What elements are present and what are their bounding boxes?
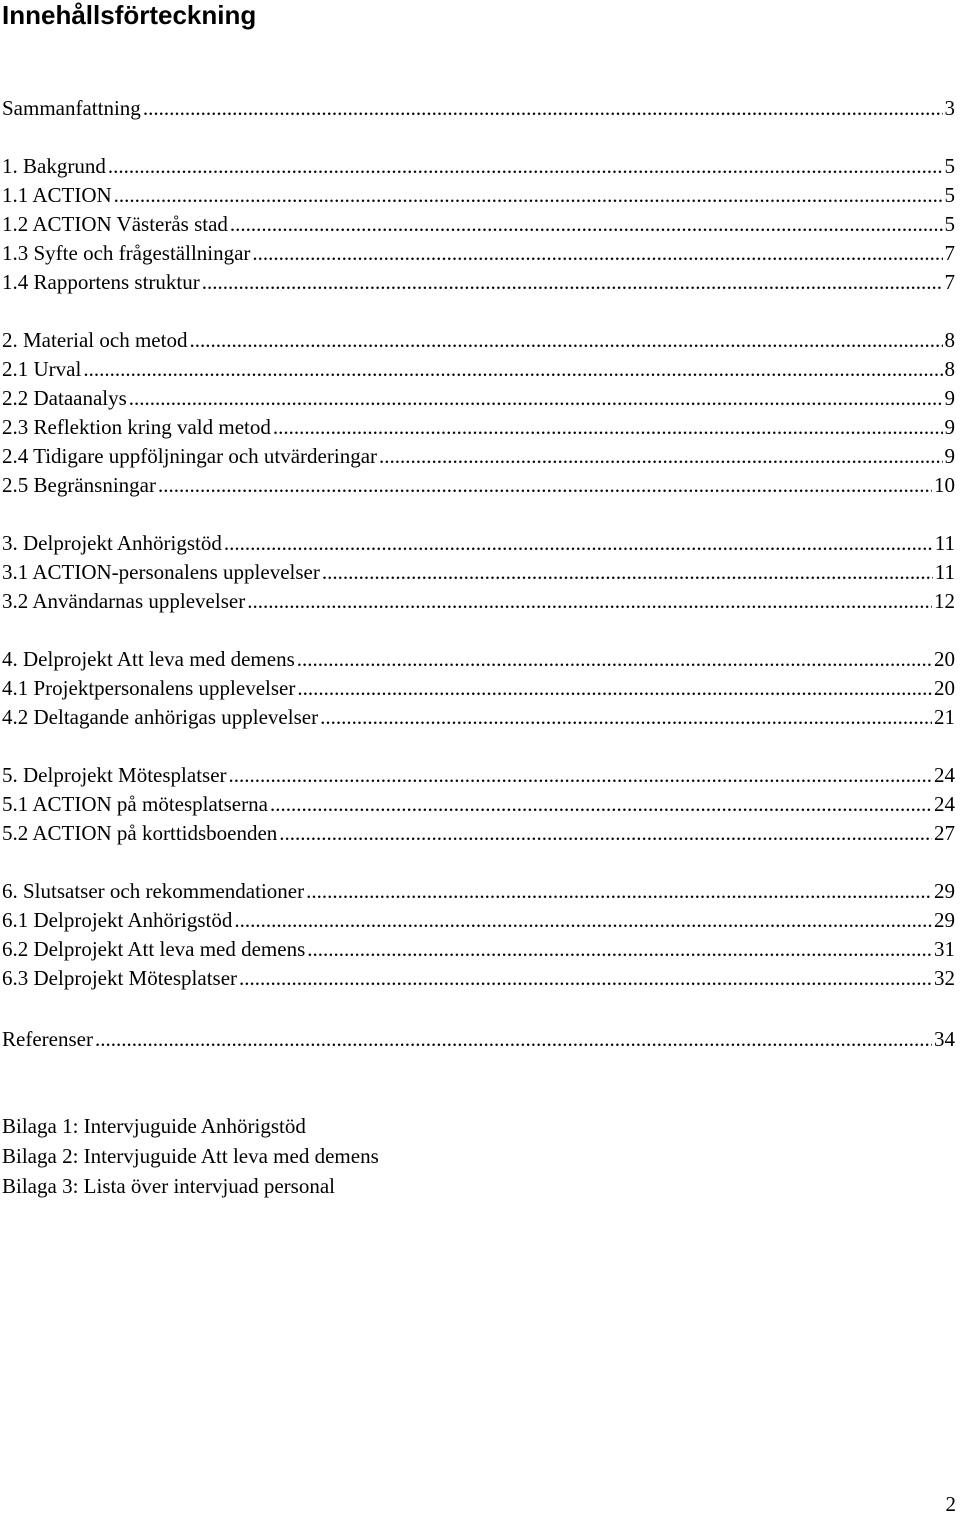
appendix-3: Bilaga 3: Lista över intervjuad personal	[2, 1174, 335, 1198]
toc-entry-label: 4.1 Projektpersonalens upplevelser	[2, 676, 296, 700]
toc-entry-label: 5.1 ACTION på mötesplatserna	[2, 792, 268, 816]
toc-entry-2-1[interactable]	[2, 355, 955, 383]
toc-entry-1-2[interactable]	[2, 210, 955, 238]
toc-entry-label: 5. Delprojekt Mötesplatser	[2, 763, 227, 787]
toc-entry-page: 20	[934, 676, 955, 700]
dot-leader	[189, 326, 942, 354]
toc-entry-6-1[interactable]	[2, 906, 955, 934]
toc-entry-6-3[interactable]	[2, 964, 955, 992]
dot-leader	[224, 529, 933, 557]
toc-entry-page: 7	[944, 241, 955, 265]
toc-entry-1-1[interactable]	[2, 181, 955, 209]
toc-entry-page: 21	[934, 705, 955, 729]
dot-leader	[234, 906, 932, 934]
dot-leader	[202, 268, 943, 296]
toc-entry-referenser[interactable]	[2, 1025, 955, 1053]
toc-entry-page: 31	[934, 937, 955, 961]
toc-entry-label: 1.1 ACTION	[2, 183, 112, 207]
toc-entry-label: 4.2 Deltagande anhörigas upplevelser	[2, 705, 319, 729]
dot-leader	[95, 1025, 932, 1053]
toc-entry-page: 5	[944, 183, 955, 207]
dot-leader	[239, 964, 932, 992]
toc-entry-page: 10	[934, 473, 955, 497]
toc-entry-page: 5	[944, 212, 955, 236]
dot-leader	[306, 877, 932, 905]
toc-entry-label: 1.2 ACTION Västerås stad	[2, 212, 228, 236]
toc-entry-page: 5	[944, 154, 955, 178]
toc-entry-page: 3	[944, 96, 955, 120]
dot-leader	[83, 355, 942, 383]
toc-entry-label: Sammanfattning	[2, 96, 141, 120]
dot-leader	[270, 790, 932, 818]
dot-leader	[129, 384, 943, 412]
dot-leader	[247, 587, 932, 615]
toc-entry-page: 11	[934, 531, 955, 555]
dot-leader	[158, 471, 932, 499]
toc-entry-label: Referenser	[2, 1027, 93, 1051]
toc-entry-label: 1.3 Syfte och frågeställningar	[2, 241, 251, 265]
toc-entry-page: 8	[944, 328, 955, 352]
dot-leader	[322, 558, 933, 586]
toc-entry-label: 6.1 Delprojekt Anhörigstöd	[2, 908, 233, 932]
dot-leader	[379, 442, 942, 470]
toc-entry-3-2[interactable]	[2, 587, 955, 615]
toc-entry-6[interactable]	[2, 877, 955, 905]
toc-entry-page: 27	[934, 821, 955, 845]
toc-entry-label: 2.5 Begränsningar	[2, 473, 156, 497]
toc-entry-2[interactable]	[2, 326, 955, 354]
toc-entry-4[interactable]	[2, 645, 955, 673]
toc-entry-label: 6. Slutsatser och rekommendationer	[2, 879, 305, 903]
toc-entry-label: 3.2 Användarnas upplevelser	[2, 589, 246, 613]
toc-entry-page: 34	[934, 1027, 955, 1051]
toc-entry-1[interactable]	[2, 152, 955, 180]
page-title: Innehållsförteckning	[2, 0, 257, 30]
toc-entry-5-1[interactable]	[2, 790, 955, 818]
toc-entry-3[interactable]	[2, 529, 955, 557]
toc-entry-1-4[interactable]	[2, 268, 955, 296]
toc-entry-1-3[interactable]	[2, 239, 955, 267]
toc-entry-page: 8	[944, 357, 955, 381]
dot-leader	[273, 413, 943, 441]
dot-leader	[229, 761, 932, 789]
toc-entry-2-3[interactable]	[2, 413, 955, 441]
toc-entry-page: 24	[934, 763, 955, 787]
toc-entry-page: 32	[934, 966, 955, 990]
dot-leader	[252, 239, 942, 267]
toc-entry-page: 29	[934, 879, 955, 903]
toc-entry-sammanfattning[interactable]	[2, 94, 955, 122]
dot-leader	[279, 819, 932, 847]
toc-entry-4-2[interactable]	[2, 703, 955, 731]
toc-entry-page: 29	[934, 908, 955, 932]
dot-leader	[108, 152, 943, 180]
dot-leader	[230, 210, 943, 238]
toc-entry-label: 1. Bakgrund	[2, 154, 106, 178]
appendix-2: Bilaga 2: Intervjuguide Att leva med demens	[2, 1144, 379, 1168]
toc-entry-3-1[interactable]	[2, 558, 955, 586]
toc-entry-label: 2.1 Urval	[2, 357, 82, 381]
toc-entry-page: 12	[934, 589, 955, 613]
toc-entry-label: 6.2 Delprojekt Att leva med demens	[2, 937, 306, 961]
toc-entry-label: 3. Delprojekt Anhörigstöd	[2, 531, 222, 555]
toc-entry-label: 5.2 ACTION på korttidsboenden	[2, 821, 278, 845]
toc-entry-page: 9	[944, 444, 955, 468]
toc-entry-page: 24	[934, 792, 955, 816]
dot-leader	[297, 674, 932, 702]
dot-leader	[297, 645, 932, 673]
toc-entry-page: 9	[944, 415, 955, 439]
appendix-1: Bilaga 1: Intervjuguide Anhörigstöd	[2, 1114, 306, 1138]
toc-entry-2-2[interactable]	[2, 384, 955, 412]
toc-entry-page: 7	[944, 270, 955, 294]
dot-leader	[143, 94, 943, 122]
toc-entry-page: 11	[934, 560, 955, 584]
toc-entry-label: 1.4 Rapportens struktur	[2, 270, 200, 294]
toc-entry-5-2[interactable]	[2, 819, 955, 847]
toc-entry-4-1[interactable]	[2, 674, 955, 702]
page-number: 2	[945, 1492, 956, 1516]
toc-entry-label: 4. Delprojekt Att leva med demens	[2, 647, 295, 671]
toc-entry-label: 3.1 ACTION-personalens upplevelser	[2, 560, 320, 584]
toc-entry-label: 2.4 Tidigare uppföljningar och utvärderingar	[2, 444, 378, 468]
toc-entry-label: 2. Material och metod	[2, 328, 188, 352]
dot-leader	[307, 935, 932, 963]
toc-entry-label: 6.3 Delprojekt Mötesplatser	[2, 966, 238, 990]
toc-entry-page: 9	[944, 386, 955, 410]
dot-leader	[320, 703, 932, 731]
toc-entry-page: 20	[934, 647, 955, 671]
dot-leader	[114, 181, 943, 209]
toc-entry-5[interactable]	[2, 761, 955, 789]
toc-entry-label: 2.3 Reflektion kring vald metod	[2, 415, 271, 439]
toc-entry-2-4[interactable]	[2, 442, 955, 470]
toc-entry-6-2[interactable]	[2, 935, 955, 963]
toc-entry-label: 2.2 Dataanalys	[2, 386, 127, 410]
toc-entry-2-5[interactable]	[2, 471, 955, 499]
